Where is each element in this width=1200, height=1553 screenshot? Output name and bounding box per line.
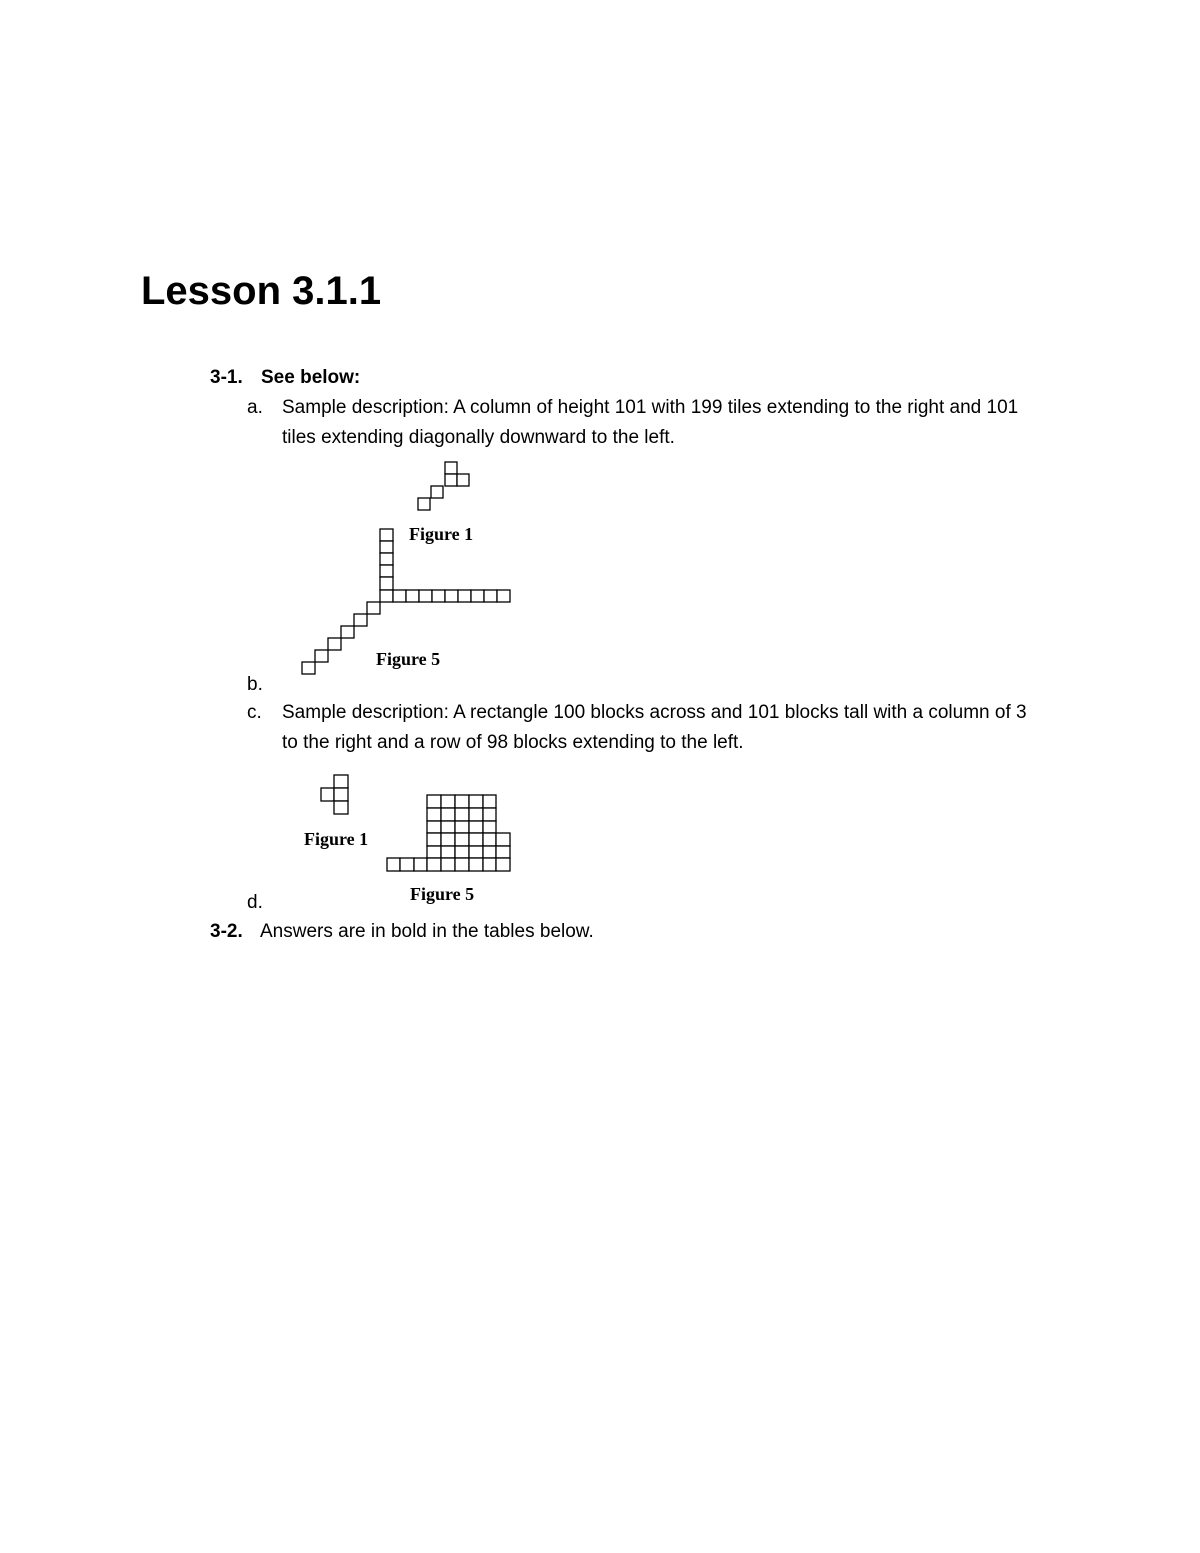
figure-1-label: Figure 1 [304, 829, 369, 849]
figure-5-label: Figure 5 [376, 649, 441, 669]
item-text-c: Sample description: A rectangle 100 blocks across and 101 blocks tall with a column of 3 to the right and a row of 98 blocks extending to the left. [282, 702, 1027, 753]
item-marker-a: a. [247, 397, 263, 418]
problem-number: 3-1. [210, 367, 243, 388]
problem-heading: See below: [261, 367, 361, 388]
figure-5-tiles [387, 795, 510, 871]
item-marker-c: c. [247, 702, 262, 723]
item-marker-b: b. [247, 674, 263, 695]
page-title: Lesson 3.1.1 [141, 269, 382, 313]
item-text-a: Sample description: A column of height 101 with 199 tiles extending to the right and 101 tiles extending diagonally downward to the left. [282, 397, 1019, 448]
figure-1-tiles [321, 775, 348, 814]
figure-1-label: Figure 1 [409, 524, 474, 544]
problem-text: Answers are in bold in the tables below. [260, 921, 594, 942]
figure-5-label: Figure 5 [410, 884, 475, 904]
problem-number: 3-2. [210, 921, 243, 942]
item-marker-d: d. [247, 892, 263, 913]
